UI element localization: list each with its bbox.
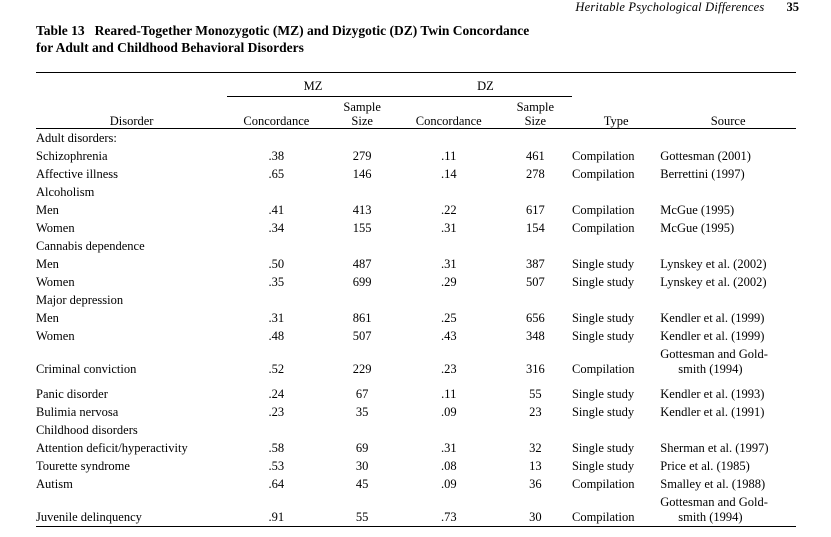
cell-type: Compilation (571, 220, 635, 235)
cell-dz-sample-size (499, 183, 572, 201)
table-row (36, 345, 796, 378)
cell-dz-concordance (399, 421, 499, 439)
page-number: 35 (786, 0, 799, 14)
cell-source-line1: Gottesman and Gold- (660, 494, 768, 509)
cell-mz-concordance: .64 (268, 476, 285, 491)
column-header-type: Type (603, 114, 629, 128)
cell-source (660, 385, 796, 403)
cell-source (660, 439, 796, 457)
cell-source (660, 273, 796, 291)
cell-dz-concordance: .11 (441, 148, 457, 163)
cell-type: Single study (571, 328, 635, 343)
cell-type: Compilation (571, 202, 635, 217)
table-row (36, 165, 796, 183)
cell-disorder: Women (36, 274, 75, 289)
cell-mz-concordance: .65 (268, 166, 285, 181)
cell-mz-concordance: .52 (268, 361, 285, 376)
cell-mz-concordance (227, 237, 325, 255)
cell-source-line2: smith (1994) (678, 361, 743, 376)
cell-mz-sample-size: 55 (355, 509, 369, 524)
cell-source-line1: Sherman et al. (1997) (660, 440, 769, 455)
cell-type (572, 183, 660, 201)
cell-source-line1: Lynskey et al. (2002) (660, 274, 767, 289)
table-row (36, 129, 796, 148)
table-row (36, 457, 796, 475)
table-gap-cell (36, 378, 796, 385)
cell-source (660, 345, 796, 378)
table-row (36, 403, 796, 421)
cell-disorder: Men (36, 202, 59, 217)
cell-dz-sample-size (499, 421, 572, 439)
cell-dz-concordance: .09 (440, 404, 457, 419)
cell-source-line1: Kendler et al. (1999) (660, 310, 765, 325)
cell-dz-concordance (399, 129, 499, 148)
cell-dz-concordance: .31 (440, 220, 457, 235)
table-rule-bottom (36, 526, 796, 527)
cell-disorder: Schizophrenia (36, 148, 108, 163)
cell-dz-concordance: .11 (441, 386, 457, 401)
cell-mz-concordance: .91 (268, 509, 285, 524)
cell-mz-concordance: .41 (268, 202, 285, 217)
cell-dz-sample-size: 617 (525, 202, 545, 217)
cell-mz-concordance: .23 (268, 404, 285, 419)
cell-mz-concordance: .58 (268, 440, 285, 455)
running-head-title: Heritable Psychological Differences (575, 0, 765, 14)
column-header-mz-sample-size (326, 97, 399, 129)
cell-source-line1: Berrettini (1997) (660, 166, 745, 181)
cell-source-line1: Lynskey et al. (2002) (660, 256, 767, 271)
cell-source (660, 403, 796, 421)
cell-dz-sample-size: 316 (525, 361, 545, 376)
cell-dz-sample-size (499, 129, 572, 148)
cell-type (572, 291, 660, 309)
cell-mz-concordance: .53 (268, 458, 285, 473)
group-header-blank (36, 73, 227, 96)
table-row (36, 237, 796, 255)
cell-disorder: Men (36, 310, 59, 325)
cell-type: Single study (571, 458, 635, 473)
cell-mz-concordance: .35 (268, 274, 285, 289)
table-row (36, 385, 796, 403)
cell-dz-concordance: .22 (440, 202, 457, 217)
cell-disorder: Major depression (36, 292, 124, 307)
cell-dz-sample-size: 387 (525, 256, 545, 271)
cell-disorder: Cannabis dependence (36, 238, 145, 253)
cell-disorder: Men (36, 256, 59, 271)
cell-dz-sample-size: 507 (525, 274, 545, 289)
column-header-mz-concordance: Concordance (243, 114, 310, 128)
dz-sample-size-line2: Size (524, 114, 547, 128)
cell-type (572, 421, 660, 439)
cell-source (660, 493, 796, 526)
table-row (36, 147, 796, 165)
cell-dz-concordance: .09 (440, 476, 457, 491)
cell-source (660, 201, 796, 219)
column-header-dz-sample-size (499, 97, 572, 129)
cell-disorder: Adult disorders: (36, 130, 117, 145)
cell-dz-concordance: .14 (440, 166, 457, 181)
column-header-source: Source (710, 114, 746, 128)
cell-mz-sample-size (326, 291, 399, 309)
group-header-blank-source (660, 73, 796, 96)
table-row (36, 201, 796, 219)
cell-mz-concordance: .38 (268, 148, 285, 163)
cell-type: Single study (571, 256, 635, 271)
cell-dz-concordance: .43 (440, 328, 457, 343)
cell-dz-sample-size: 348 (525, 328, 545, 343)
cell-source (660, 475, 796, 493)
cell-mz-concordance: .50 (268, 256, 285, 271)
mz-sample-size-line2: Size (351, 114, 373, 128)
cell-disorder: Criminal conviction (36, 361, 137, 376)
cell-mz-concordance: .24 (268, 386, 285, 401)
cell-dz-sample-size: 154 (525, 220, 545, 235)
cell-source (660, 457, 796, 475)
cell-mz-concordance: .34 (268, 220, 285, 235)
running-head (32, 0, 799, 16)
cell-source (660, 291, 796, 309)
cell-mz-concordance (227, 129, 325, 148)
cell-disorder: Women (36, 328, 75, 343)
cell-dz-sample-size (499, 237, 572, 255)
cell-type: Single study (571, 386, 635, 401)
cell-mz-concordance (227, 291, 325, 309)
cell-mz-concordance (227, 421, 325, 439)
cell-dz-sample-size (499, 291, 572, 309)
cell-mz-sample-size (326, 129, 399, 148)
cell-type: Single study (571, 274, 635, 289)
cell-mz-concordance (227, 183, 325, 201)
cell-mz-sample-size: 861 (352, 310, 372, 325)
table-caption-line2: for Adult and Childhood Behavioral Disorders (36, 40, 304, 55)
cell-disorder: Affective illness (36, 166, 119, 181)
cell-source (660, 165, 796, 183)
cell-source (660, 183, 796, 201)
table-row (36, 475, 796, 493)
cell-disorder: Panic disorder (36, 386, 108, 401)
cell-source-line1: Gottesman (2001) (660, 148, 751, 163)
cell-disorder: Tourette syndrome (36, 458, 130, 473)
cell-type: Compilation (571, 361, 635, 376)
cell-type: Compilation (571, 148, 635, 163)
cell-source (660, 129, 796, 148)
table-row (36, 309, 796, 327)
dz-sample-size-line1: Sample (516, 100, 555, 114)
cell-type: Single study (571, 404, 635, 419)
cell-type: Single study (571, 310, 635, 325)
cell-dz-concordance: .73 (440, 509, 457, 524)
cell-type: Compilation (571, 476, 635, 491)
cell-source-line1: McGue (1995) (660, 220, 735, 235)
cell-source (660, 421, 796, 439)
cell-dz-concordance: .25 (440, 310, 457, 325)
cell-disorder: Juvenile delinquency (36, 509, 142, 524)
cell-type (572, 129, 660, 148)
cell-source-line2: smith (1994) (678, 509, 743, 524)
cell-dz-concordance (399, 237, 499, 255)
cell-dz-concordance: .31 (440, 256, 457, 271)
cell-source (660, 219, 796, 237)
cell-source-line1: Smalley et al. (1988) (660, 476, 766, 491)
group-header-dz: DZ (477, 79, 494, 93)
table-row (36, 493, 796, 526)
cell-mz-sample-size: 146 (352, 166, 372, 181)
cell-source (660, 309, 796, 327)
cell-dz-concordance (399, 291, 499, 309)
cell-dz-sample-size: 32 (529, 440, 542, 455)
cell-source-line1: Kendler et al. (1999) (660, 328, 765, 343)
cell-mz-sample-size (326, 421, 399, 439)
cell-mz-sample-size: 155 (352, 220, 372, 235)
cell-mz-sample-size: 30 (355, 458, 369, 473)
table-gap-row (36, 378, 796, 385)
twin-concordance-table (36, 72, 796, 527)
cell-dz-concordance: .23 (440, 361, 457, 376)
mz-sample-size-line1: Sample (343, 100, 381, 114)
table-row (36, 327, 796, 345)
table-row (36, 273, 796, 291)
table-row (36, 439, 796, 457)
cell-mz-sample-size (326, 183, 399, 201)
group-header-mz: MZ (303, 79, 323, 93)
cell-mz-sample-size: 69 (355, 440, 369, 455)
cell-dz-concordance: .08 (440, 458, 457, 473)
table-row (36, 255, 796, 273)
cell-mz-sample-size (326, 237, 399, 255)
cell-dz-sample-size: 36 (529, 476, 542, 491)
table-caption (36, 22, 646, 56)
cell-mz-sample-size: 45 (355, 476, 369, 491)
cell-source (660, 327, 796, 345)
cell-disorder: Autism (36, 476, 73, 491)
table-group-header-row (36, 73, 796, 96)
cell-mz-sample-size: 229 (352, 361, 372, 376)
cell-dz-concordance: .31 (440, 440, 457, 455)
cell-disorder: Alcoholism (36, 184, 95, 199)
cell-source-line1: Gottesman and Gold- (660, 346, 768, 361)
table-subheader-row (36, 97, 796, 129)
group-header-blank-type (572, 73, 660, 96)
cell-dz-sample-size: 55 (529, 386, 542, 401)
cell-disorder: Bulimia nervosa (36, 404, 119, 419)
cell-source-line1: McGue (1995) (660, 202, 735, 217)
cell-source (660, 147, 796, 165)
table-row (36, 291, 796, 309)
cell-type: Compilation (571, 166, 635, 181)
cell-dz-sample-size: 461 (525, 148, 545, 163)
cell-disorder: Women (36, 220, 75, 235)
cell-mz-concordance: .48 (268, 328, 285, 343)
cell-dz-concordance: .29 (440, 274, 457, 289)
cell-source (660, 237, 796, 255)
cell-mz-sample-size: 413 (352, 202, 372, 217)
cell-dz-concordance (399, 183, 499, 201)
cell-dz-sample-size: 23 (529, 404, 542, 419)
cell-disorder: Childhood disorders (36, 422, 138, 437)
cell-disorder: Attention deficit/hyperactivity (36, 440, 188, 455)
cell-source-line1: Kendler et al. (1993) (660, 386, 765, 401)
cell-mz-sample-size: 507 (352, 328, 372, 343)
cell-type (572, 237, 660, 255)
cell-mz-sample-size: 35 (355, 404, 369, 419)
cell-mz-sample-size: 279 (352, 148, 372, 163)
column-header-dz-concordance: Concordance (415, 114, 482, 128)
table-row (36, 219, 796, 237)
table-caption-line1: Reared-Together Monozygotic (MZ) and Dizygotic (DZ) Twin Concordance (94, 23, 530, 38)
cell-mz-concordance: .31 (268, 310, 285, 325)
cell-dz-sample-size: 30 (529, 509, 542, 524)
cell-dz-sample-size: 13 (529, 458, 542, 473)
cell-type: Compilation (571, 509, 635, 524)
cell-mz-sample-size: 699 (352, 274, 372, 289)
table-row (36, 183, 796, 201)
cell-dz-sample-size: 656 (525, 310, 545, 325)
cell-source (660, 255, 796, 273)
cell-dz-sample-size: 278 (525, 166, 545, 181)
cell-source-line1: Price et al. (1985) (660, 458, 750, 473)
column-header-disorder: Disorder (109, 114, 154, 128)
cell-mz-sample-size: 487 (352, 256, 372, 271)
cell-mz-sample-size: 67 (355, 386, 369, 401)
table-row (36, 421, 796, 439)
cell-source-line1: Kendler et al. (1991) (660, 404, 765, 419)
cell-type: Single study (571, 440, 635, 455)
table-caption-label: Table 13 (36, 23, 85, 38)
